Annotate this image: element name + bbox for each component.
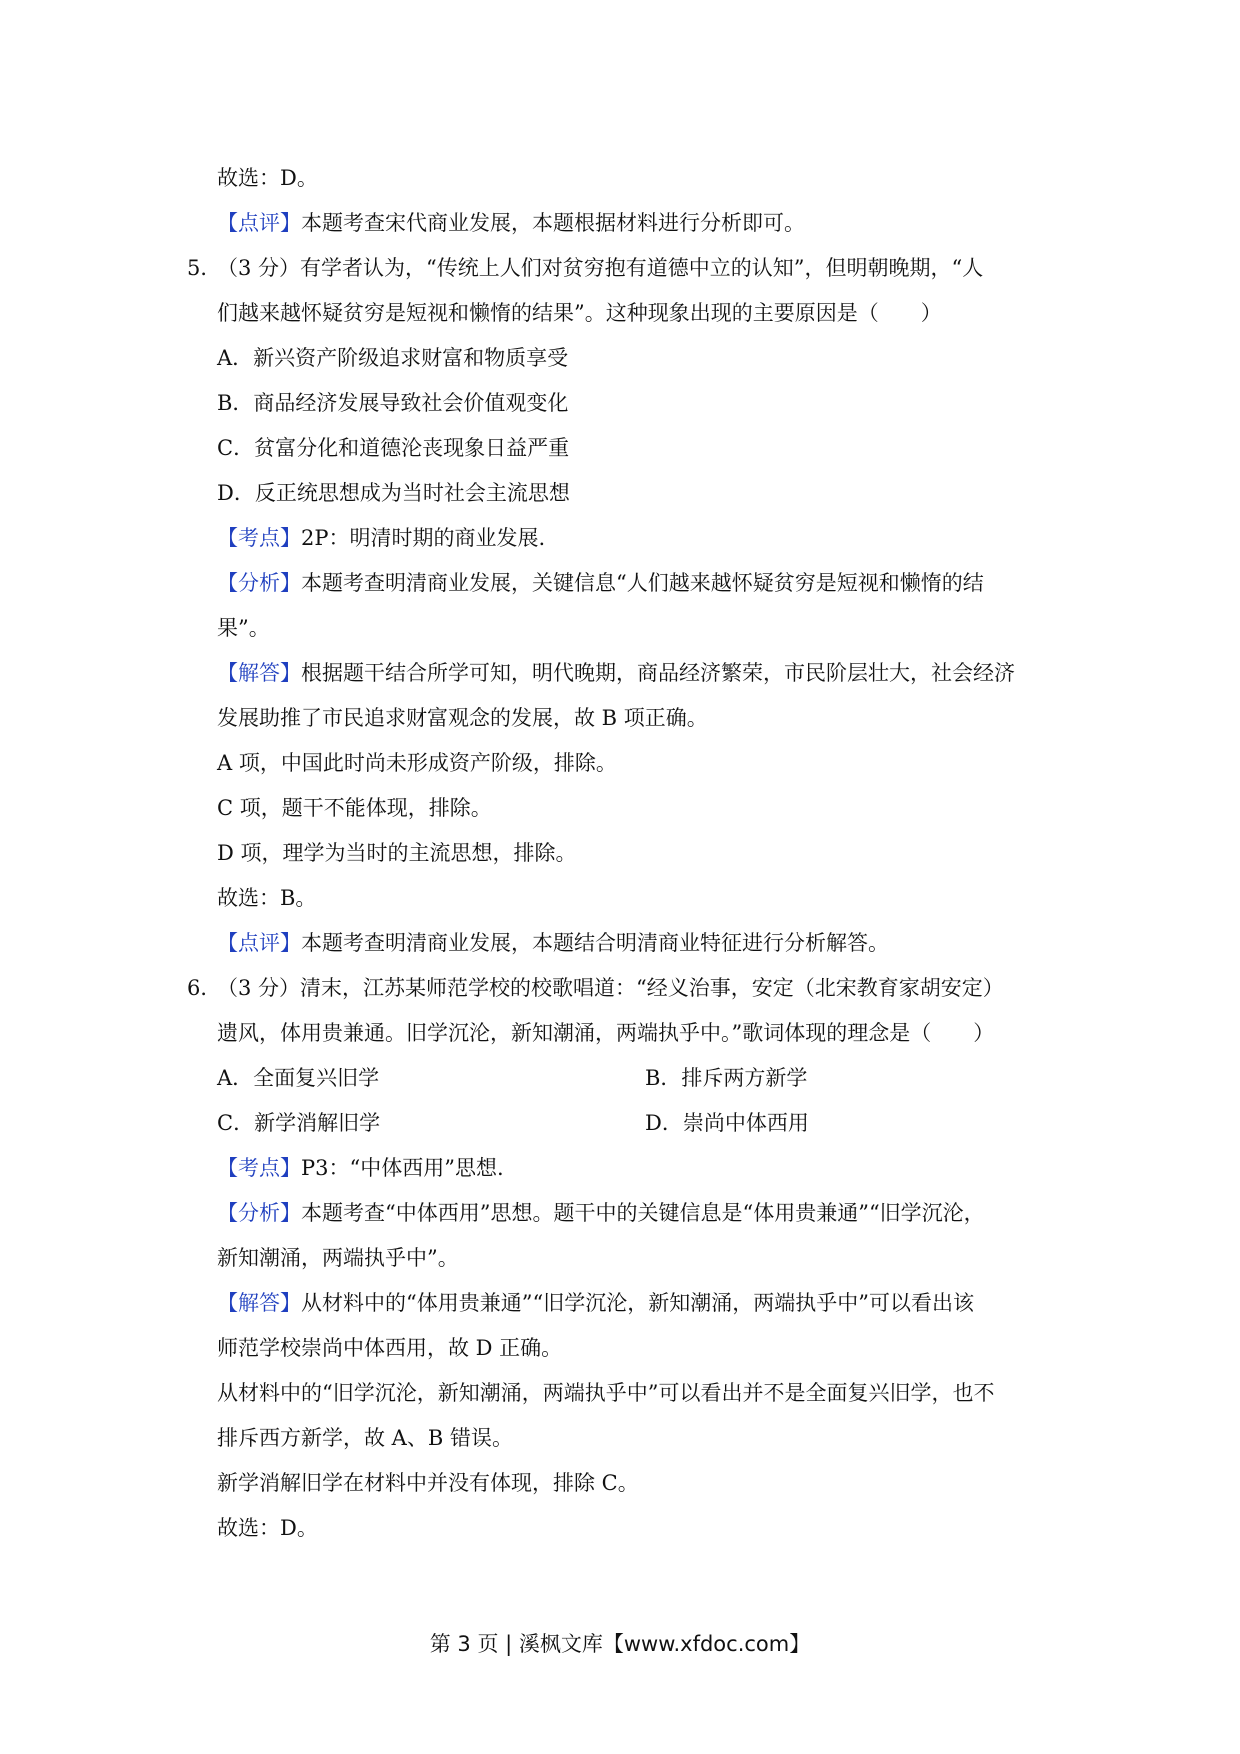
q6-answer-line2: 师范学校崇尚中体西用，故 D 正确。 xyxy=(217,1336,563,1360)
q6-stem-line2: 遗风，体用贵兼通。旧学沉沦，新知潮涌，两端执乎中。”歌词体现的理念是（ ） xyxy=(217,1021,995,1045)
q6-answer-line3: 从材料中的“旧学沉沦，新知潮涌，两端执乎中”可以看出并不是全面复兴旧学，也不 xyxy=(217,1381,995,1405)
q5-answer-line5: D 项，理学为当时的主流思想，排除。 xyxy=(217,841,577,865)
q6-stem-line1: （3 分）清末，江苏某师范学校的校歌唱道：“经义治事，安定（北宋教育家胡安定） xyxy=(217,976,1004,1000)
q5-analysis-line2: 果”。 xyxy=(217,616,270,640)
q6-option-a: A．全面复兴旧学 xyxy=(217,1066,380,1090)
q6-option-d: D．崇尚中体西用 xyxy=(645,1111,809,1135)
q5-answer-line2: 发展助推了市民追求财富观念的发展，故 B 项正确。 xyxy=(217,706,708,730)
q6-point xyxy=(217,1154,504,1182)
q5-review xyxy=(217,929,889,957)
q5-answer-line1 xyxy=(217,659,1015,687)
answer-tag: 【解答】 xyxy=(217,1291,301,1315)
analysis-text: 本题考查明清商业发展，关键信息“人们越来越怀疑贫穷是短视和懒惰的结 xyxy=(301,571,984,595)
answer-text: 从材料中的“体用贵兼通”“旧学沉沦，新知潮涌，两端执乎中”可以看出该 xyxy=(301,1291,974,1315)
q6-analysis-line2: 新知潮涌，两端执乎中”。 xyxy=(217,1246,459,1270)
analysis-tag: 【分析】 xyxy=(217,1201,301,1225)
question-number-6: 6． xyxy=(187,976,222,1000)
q6-answer-line4: 排斥西方新学，故 A、B 错误。 xyxy=(217,1426,513,1450)
point-text: 2P：明清时期的商业发展. xyxy=(301,526,546,550)
question-number-5: 5． xyxy=(187,256,222,280)
answer-tag: 【解答】 xyxy=(217,661,301,685)
q6-option-c: C．新学消解旧学 xyxy=(217,1111,381,1135)
q5-answer-line3: A 项，中国此时尚未形成资产阶级，排除。 xyxy=(217,751,617,775)
q5-stem-line2: 们越来越怀疑贫穷是短视和懒惰的结果”。这种现象出现的主要原因是（ ） xyxy=(217,301,942,325)
q6-answer-line1 xyxy=(217,1289,974,1317)
prev-review xyxy=(217,209,805,237)
q5-option-a: A．新兴资产阶级追求财富和物质享受 xyxy=(217,346,569,370)
point-tag: 【考点】 xyxy=(217,526,301,550)
q6-option-b: B．排斥两方新学 xyxy=(645,1066,808,1090)
q5-choose: 故选：B。 xyxy=(217,886,317,910)
review-text: 本题考查宋代商业发展，本题根据材料进行分析即可。 xyxy=(301,211,805,235)
review-tag: 【点评】 xyxy=(217,211,301,235)
analysis-tag: 【分析】 xyxy=(217,571,301,595)
q6-analysis-line1 xyxy=(217,1199,985,1227)
review-text: 本题考查明清商业发展，本题结合明清商业特征进行分析解答。 xyxy=(301,931,889,955)
q5-option-d: D．反正统思想成为当时社会主流思想 xyxy=(217,481,570,505)
point-text: P3：“中体西用”思想. xyxy=(301,1156,504,1180)
q5-analysis-line1 xyxy=(217,569,984,597)
page-footer: 第 3 页 | 溪枫文库【www.xfdoc.com】 xyxy=(429,1632,811,1656)
q5-option-b: B．商品经济发展导致社会价值观变化 xyxy=(217,391,569,415)
prev-choose: 故选：D。 xyxy=(217,166,318,190)
q5-stem-line1: （3 分）有学者认为，“传统上人们对贫穷抱有道德中立的认知”，但明朝晚期，“人 xyxy=(217,256,984,280)
review-tag: 【点评】 xyxy=(217,931,301,955)
analysis-text: 本题考查“中体西用”思想。题干中的关键信息是“体用贵兼通”“旧学沉沦， xyxy=(301,1201,985,1225)
q6-answer-line5: 新学消解旧学在材料中并没有体现，排除 C。 xyxy=(217,1471,639,1495)
answer-text: 根据题干结合所学可知，明代晚期，商品经济繁荣，市民阶层壮大，社会经济 xyxy=(301,661,1015,685)
q5-option-c: C．贫富分化和道德沦丧现象日益严重 xyxy=(217,436,570,460)
q6-choose: 故选：D。 xyxy=(217,1516,318,1540)
q5-answer-line4: C 项，题干不能体现，排除。 xyxy=(217,796,492,820)
q5-point xyxy=(217,524,545,552)
point-tag: 【考点】 xyxy=(217,1156,301,1180)
